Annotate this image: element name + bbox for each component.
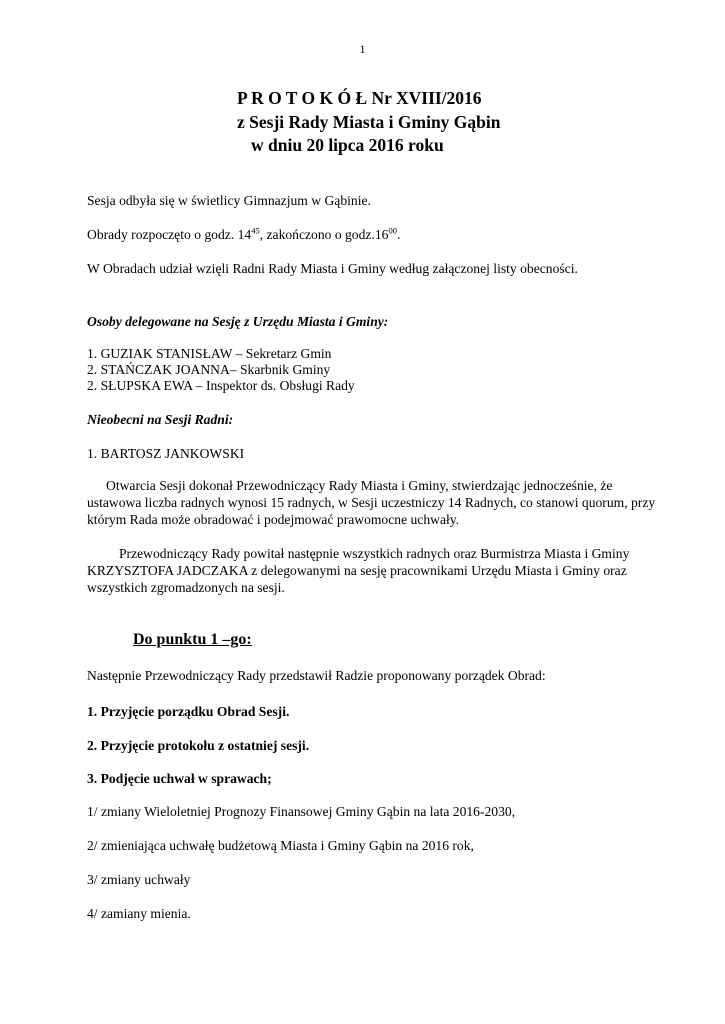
agenda-intro: Następnie Przewodniczący Rady przedstawił Radzie proponowany porządek Obrad: [87,668,546,683]
welcome-paragraph-line: Przewodniczący Rady powitał następnie wszystkich radnych oraz Burmistrza Miasta i Gminy [119,546,630,561]
absent-heading: Nieobecni na Sesji Radni: [87,412,234,427]
opening-paragraph-line: ustawowa liczba radnych wynosi 15 radnych, w Sesji uczestniczy 14 Radnych, co stanowi quorum, przy [87,495,656,510]
page-number: 1 [359,42,366,56]
session-time [87,227,400,243]
delegate-item: 1. GUZIAK STANISŁAW – Sekretarz Gmin [87,346,332,361]
point1-heading: Do punktu 1 –go: [133,631,252,648]
delegate-item: 2. SŁUPSKA EWA – Inspektor ds. Obsługi Rady [87,378,355,393]
time-middle: , zakończono o godz.16 [259,227,389,242]
session-location: Sesja odbyła się w świetlicy Gimnazjum w Gąbinie. [87,193,371,208]
time-suffix: . [396,227,401,242]
agenda-item: 1. Przyjęcie porządku Obrad Sesji. [87,704,290,719]
absent-item: 1. BARTOSZ JANKOWSKI [87,446,245,461]
attendance-note: W Obradach udział wzięli Radni Rady Miasta i Gminy według załączonej listy obecności. [87,261,578,276]
time-prefix: Obrady rozpoczęto o godz. 14 [87,227,252,242]
opening-paragraph-line: Otwarcia Sesji dokonał Przewodniczący Rady Miasta i Gminy, stwierdzając jednocześnie, że [106,478,613,493]
agenda-item: 2. Przyjęcie protokołu z ostatniej sesji. [87,738,310,753]
welcome-paragraph-line: wszystkich zgromadzonych na sesji. [87,580,285,595]
agenda-subitem: 3/ zmiany uchwały [87,872,191,887]
title-line-1: P R O T O K Ó Ł Nr XVIII/2016 [237,88,482,108]
agenda-subitem: 2/ zmieniająca uchwałę budżetową Miasta i Gminy Gąbin na 2016 rok, [87,838,474,853]
delegate-item: 2. STAŃCZAK JOANNA– Skarbnik Gminy [87,362,331,377]
agenda-subitem: 1/ zmiany Wieloletniej Prognozy Finansowej Gminy Gąbin na lata 2016-2030, [87,804,516,819]
opening-paragraph-line: którym Rada może obradować i podejmować prawomocne uchwały. [87,512,460,527]
time-start-minutes: 45 [251,225,260,236]
agenda-subitem: 4/ zamiany mienia. [87,906,191,921]
delegates-heading: Osoby delegowane na Sesję z Urzędu Miasta i Gminy: [87,314,389,329]
agenda-item: 3. Podjęcie uchwał w sprawach; [87,771,272,786]
title-line-2: z Sesji Rady Miasta i Gminy Gąbin [237,112,501,132]
title-line-3: w dniu 20 lipca 2016 roku [251,135,444,155]
welcome-paragraph-line: KRZYSZTOFA JADCZAKA z delegowanymi na sesję pracownikami Urzędu Miasta i Gminy oraz [87,563,627,578]
time-end-minutes: 00 [388,225,397,236]
